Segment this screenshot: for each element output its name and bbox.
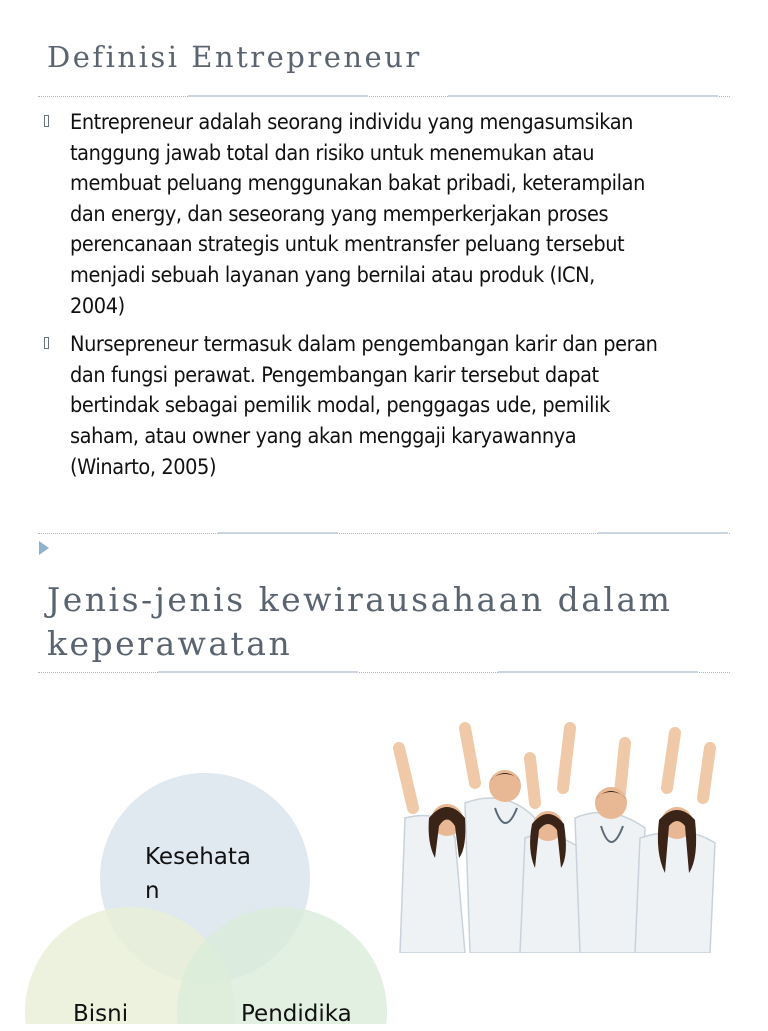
bullet-text: Entrepreneur adalah seorang individu yang mengasumsikan tanggung jawab total dan risiko untuk menemukan atau membuat peluang menggunakan bakat pribadi, keterampilan dan energy, dan seseorang yang memperkerjakan proses perencanaan strategis untuk mentransfer peluang tersebut menjadi sebuah layanan yang bernilai atau produk (ICN, 2004)	[70, 110, 645, 319]
square-bullet-icon	[44, 337, 49, 349]
venn-label-pendidikan: Pendidika	[241, 1001, 352, 1027]
bullet-item	[42, 108, 722, 322]
slide-title-jenis: Jenis-jenis kewirausahaan dalam keperawatan	[47, 580, 673, 663]
bullet-item	[42, 330, 722, 483]
bullet-text: Nursepreneur termasuk dalam pengembangan karir dan peran dan fungsi perawat. Pengembangan karir tersebut dapat bertindak sebagai pemilik modal, penggagas ude, pemilik saham, atau owner yang akan menggaji karyawannya (Winarto, 2005)	[70, 332, 658, 480]
venn-label-bisnis: Bisni	[73, 1001, 129, 1027]
bullet-list	[42, 108, 722, 491]
title-divider	[38, 96, 730, 97]
venn-label-kesehatan: Kesehata n	[145, 844, 252, 904]
slide-divider	[38, 533, 730, 534]
title-divider	[38, 672, 730, 673]
square-bullet-icon	[44, 115, 49, 127]
medical-team-photo	[385, 708, 725, 953]
slide-title-definisi: Definisi Entrepreneur	[47, 40, 422, 74]
triangle-play-icon[interactable]	[39, 541, 49, 555]
